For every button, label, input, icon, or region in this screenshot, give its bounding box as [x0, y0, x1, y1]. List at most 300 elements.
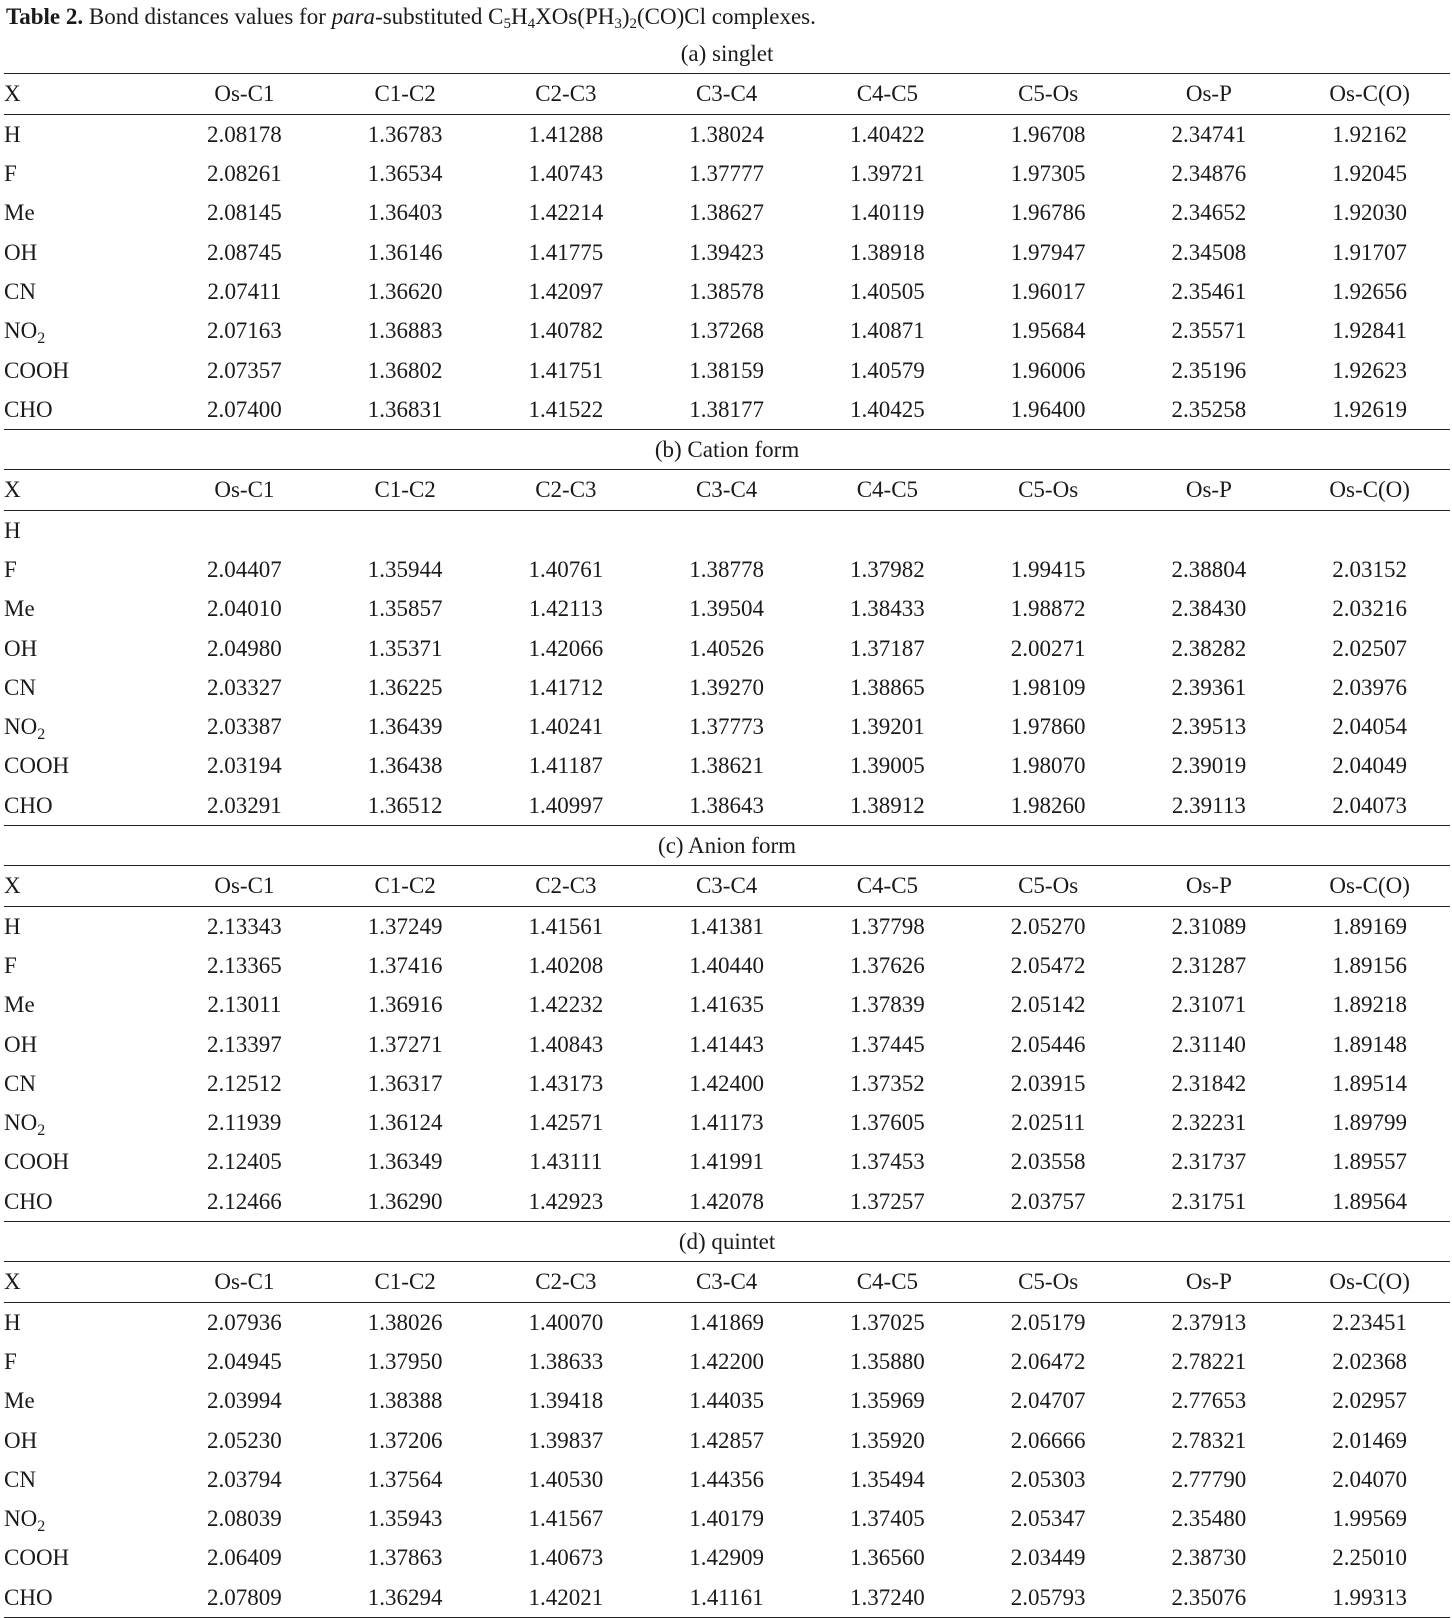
substituent-label: OH	[4, 635, 38, 661]
bond-value-cell: 2.77790	[1171, 1466, 1247, 1492]
bond-value-cell: 1.37626	[850, 952, 925, 978]
substituent-label: H	[4, 121, 21, 147]
caption-italic: para	[331, 4, 376, 29]
bond-value-cell: 2.23451	[1332, 1309, 1408, 1335]
bond-value-cell: 1.36560	[850, 1545, 925, 1571]
bond-value-cell: 2.38282	[1171, 635, 1247, 661]
caption-label: Table 2.	[6, 4, 84, 29]
substituent-cell	[4, 1182, 164, 1222]
bond-value-cell: 1.89514	[1332, 1070, 1408, 1096]
bond-value-cell: 1.39837	[528, 1427, 604, 1453]
table-row	[4, 589, 1450, 628]
bond-value-cell: 2.07357	[207, 357, 282, 383]
bond-value-cell: 1.36831	[325, 390, 486, 430]
bond-value-cell: 1.35944	[367, 557, 443, 582]
bond-value-cell: 2.05230	[207, 1427, 282, 1453]
bond-value-cell: 2.13343	[207, 913, 282, 939]
bond-value-cell: 2.35461	[1171, 278, 1247, 304]
bond-value-cell: 1.40505	[850, 278, 925, 304]
bond-value-cell: 1.43111	[529, 1149, 603, 1175]
bond-value-cell: 1.38159	[689, 357, 764, 383]
bond-value-cell: 1.38627	[689, 200, 764, 226]
substituent-cell	[4, 311, 164, 350]
bond-value-cell: 2.00271	[1010, 635, 1086, 661]
column-header: C4-C5	[807, 1262, 968, 1302]
bond-value-cell: 1.89169	[1332, 913, 1408, 939]
substituent-cell	[4, 1499, 164, 1538]
caption-text-after: -substituted C	[375, 4, 504, 29]
caption-sub: 4	[527, 16, 536, 32]
table-row	[4, 668, 1450, 707]
bond-value-cell: 1.44356	[689, 1466, 764, 1492]
substituent-cell	[4, 232, 164, 271]
bond-value-cell: 1.37240	[807, 1578, 968, 1618]
bond-value-cell: 1.97305	[1010, 161, 1086, 187]
column-header: Os-P	[1129, 470, 1290, 510]
bond-value-cell: 2.12405	[207, 1149, 282, 1175]
bond-value-cell: 1.41751	[528, 357, 604, 383]
bond-value-cell: 2.02368	[1332, 1348, 1408, 1374]
bond-value-cell: 1.38865	[850, 674, 925, 700]
caption-formula: )	[621, 4, 630, 29]
substituent-cell	[4, 390, 164, 430]
bond-value-cell: 2.34508	[1171, 239, 1247, 265]
bond-value-cell: 2.78321	[1171, 1427, 1247, 1453]
column-header: C5-Os	[968, 74, 1129, 114]
bond-value-cell: 2.31737	[1171, 1149, 1247, 1175]
bond-value-cell: 2.05793	[968, 1578, 1129, 1618]
bond-value-cell: 1.36534	[367, 161, 443, 187]
substituent-subscript: 2	[37, 726, 46, 744]
substituent-label: CN	[4, 674, 36, 700]
substituent-label: COOH	[4, 1545, 70, 1571]
bond-value-cell: 2.12512	[207, 1070, 282, 1096]
column-header: C3-C4	[646, 74, 807, 114]
bond-value-cell: 2.04980	[207, 635, 282, 661]
substituent-cell	[4, 1142, 164, 1181]
bond-value-cell	[164, 510, 325, 550]
bond-value-cell: 1.40673	[528, 1545, 604, 1571]
bond-value-cell: 1.37982	[850, 557, 925, 582]
column-header: C2-C3	[486, 1262, 647, 1302]
bond-value-cell: 1.38578	[689, 278, 764, 304]
bond-value-cell: 1.36783	[367, 121, 443, 147]
table-row	[4, 311, 1450, 350]
bond-value-cell: 1.98260	[968, 786, 1129, 826]
bond-value-cell: 1.89218	[1332, 992, 1408, 1018]
bond-value-cell: 1.37950	[367, 1348, 443, 1374]
substituent-cell	[4, 946, 164, 985]
column-header: C1-C2	[325, 470, 486, 510]
bond-value-cell: 1.39270	[689, 674, 764, 700]
bond-value-cell: 2.06666	[1010, 1427, 1086, 1453]
column-header: C4-C5	[807, 74, 968, 114]
bond-value-cell: 1.99569	[1332, 1506, 1408, 1532]
substituent-cell	[4, 1064, 164, 1103]
bond-value-cell: 1.41991	[689, 1149, 764, 1175]
table-row	[4, 946, 1450, 985]
bond-value-cell: 2.34741	[1171, 121, 1247, 147]
column-header: C2-C3	[486, 470, 647, 510]
section-title: (d) quintet	[678, 1229, 776, 1255]
bond-value-cell: 1.37405	[850, 1506, 925, 1532]
bond-value-cell: 1.38621	[689, 753, 764, 779]
bond-value-cell: 1.40743	[528, 161, 604, 187]
bond-value-cell: 2.39019	[1171, 753, 1247, 779]
bond-value-cell: 1.92030	[1332, 200, 1408, 226]
bond-value-cell: 2.06409	[207, 1545, 282, 1571]
bond-value-cell: 2.03194	[207, 753, 282, 779]
bond-value-cell: 1.36620	[367, 278, 443, 304]
substituent-label: CN	[4, 278, 36, 304]
substituent-cell	[4, 628, 164, 667]
substituent-cell	[4, 985, 164, 1024]
bond-value-cell: 1.96017	[1010, 278, 1086, 304]
section-title-row	[4, 34, 1450, 74]
bond-value-cell: 1.35880	[850, 1348, 925, 1374]
bond-value-cell: 1.41775	[528, 239, 604, 265]
table-row	[4, 350, 1450, 389]
substituent-subscript: 2	[37, 1122, 46, 1140]
bond-value-cell: 1.42113	[528, 596, 603, 622]
column-header: Os-P	[1129, 1262, 1290, 1302]
bond-value-cell: 1.92162	[1332, 121, 1408, 147]
column-header-row	[4, 1262, 1450, 1302]
substituent-cell	[4, 1381, 164, 1420]
substituent-label: COOH	[4, 753, 70, 779]
bond-value-cell: 2.13011	[207, 992, 282, 1018]
column-header: C3-C4	[646, 1262, 807, 1302]
caption-sub: 2	[629, 16, 638, 32]
bond-value-cell: 1.40782	[528, 318, 604, 344]
bond-value-cell: 1.89564	[1289, 1182, 1450, 1222]
substituent-cell	[4, 114, 164, 154]
bond-value-cell: 2.04407	[207, 557, 282, 582]
column-header: X	[4, 1262, 164, 1302]
bond-value-cell: 2.07809	[164, 1578, 325, 1618]
bond-value-cell: 2.03994	[207, 1388, 282, 1414]
bond-value-cell: 1.36294	[325, 1578, 486, 1618]
bond-value-cell: 1.95684	[1010, 318, 1086, 344]
bond-value-cell: 1.42214	[528, 200, 604, 226]
bond-value-cell: 2.08261	[207, 161, 282, 187]
bond-value-cell	[807, 510, 968, 550]
bond-value-cell: 1.38918	[850, 239, 925, 265]
bond-value-cell: 2.38430	[1171, 596, 1247, 622]
bond-value-cell: 1.40179	[689, 1506, 764, 1532]
bond-value-cell: 1.35920	[850, 1427, 925, 1453]
table-row	[4, 1499, 1450, 1538]
bond-value-cell: 2.02511	[1011, 1110, 1086, 1136]
column-header: X	[4, 866, 164, 906]
table-row	[4, 1024, 1450, 1063]
column-header: X	[4, 74, 164, 114]
bond-value-cell: 1.42400	[689, 1070, 764, 1096]
bond-value-cell: 1.98872	[1010, 596, 1086, 622]
bond-value-cell: 1.35969	[850, 1388, 925, 1414]
substituent-label: NO	[4, 318, 38, 344]
bond-value-cell: 1.42078	[646, 1182, 807, 1222]
bond-value-cell: 1.36317	[367, 1070, 443, 1096]
bond-value-cell: 1.36802	[367, 357, 443, 383]
bond-value-cell: 1.38026	[367, 1309, 443, 1335]
bond-value-cell: 1.37249	[367, 913, 443, 939]
table-row	[4, 1342, 1450, 1381]
bond-value-cell: 1.92623	[1332, 357, 1408, 383]
bond-value-cell: 1.37453	[850, 1149, 925, 1175]
bond-value-cell: 1.41173	[689, 1110, 764, 1136]
bond-value-cell: 1.40241	[528, 714, 604, 740]
table-row	[4, 510, 1450, 550]
table-row	[4, 1538, 1450, 1577]
substituent-cell	[4, 746, 164, 785]
bond-value-cell: 1.37416	[367, 952, 443, 978]
bond-value-cell: 2.04945	[207, 1348, 282, 1374]
bond-value-cell: 2.08745	[207, 239, 282, 265]
bond-value-cell: 1.96006	[1010, 357, 1086, 383]
substituent-label: OH	[4, 239, 38, 265]
bond-value-cell: 1.38643	[646, 786, 807, 826]
bond-value-cell: 2.38730	[1171, 1545, 1247, 1571]
bond-value-cell: 2.39513	[1171, 714, 1247, 740]
bond-value-cell: 1.99415	[1010, 557, 1086, 582]
substituent-cell	[4, 1538, 164, 1577]
substituent-label: H	[4, 517, 21, 543]
bond-value-cell: 2.13365	[207, 952, 282, 978]
bond-value-cell: 1.40070	[528, 1309, 604, 1335]
bond-value-cell: 2.03976	[1332, 674, 1408, 700]
bond-value-cell: 2.05270	[1010, 913, 1086, 939]
bond-value-cell: 2.08039	[207, 1506, 282, 1532]
bond-value-cell: 2.03558	[1010, 1149, 1086, 1175]
bond-value-cell: 1.37564	[367, 1466, 443, 1492]
section-title: (c) Anion form	[658, 833, 797, 859]
substituent-label: Me	[4, 1388, 35, 1414]
substituent-label: F	[4, 161, 17, 187]
bond-value-cell: 2.35258	[1129, 390, 1290, 430]
column-header: C1-C2	[325, 74, 486, 114]
substituent-label: F	[4, 1348, 17, 1374]
substituent-subscript: 2	[37, 1518, 46, 1536]
bond-value-cell: 1.97860	[1010, 714, 1086, 740]
bond-value-cell: 1.42232	[528, 992, 604, 1018]
caption-sub: 3	[614, 16, 622, 32]
bond-value-cell: 2.32231	[1171, 1110, 1247, 1136]
bond-value-cell: 2.78221	[1171, 1348, 1247, 1374]
column-header: C5-Os	[968, 866, 1129, 906]
bond-value-cell: 1.41561	[528, 913, 604, 939]
bond-value-cell: 1.92656	[1332, 278, 1408, 304]
substituent-cell	[4, 272, 164, 311]
bond-value-cell: 1.98109	[1010, 674, 1086, 700]
bond-value-cell	[968, 510, 1129, 550]
bond-value-cell: 1.37863	[367, 1545, 443, 1571]
table-row	[4, 786, 1450, 826]
bond-value-cell: 1.37445	[850, 1031, 925, 1057]
bond-value-cell: 2.35196	[1171, 357, 1247, 383]
table-row	[4, 193, 1450, 232]
caption-text-before: Bond distances values for	[88, 4, 326, 29]
column-header: C1-C2	[325, 1262, 486, 1302]
bond-value-cell: 1.41288	[528, 121, 604, 147]
bond-value-cell: 1.39423	[689, 239, 764, 265]
substituent-label: OH	[4, 1427, 38, 1453]
bond-value-cell: 2.38804	[1171, 557, 1247, 582]
bond-value-cell: 1.41443	[689, 1031, 764, 1057]
bond-value-cell: 1.42909	[689, 1545, 764, 1571]
bond-value-cell: 1.37271	[367, 1031, 443, 1057]
bond-value-cell: 1.40843	[528, 1031, 604, 1057]
bond-value-cell: 1.41869	[689, 1309, 764, 1335]
bond-value-cell: 1.41635	[689, 992, 764, 1018]
bond-value-cell: 2.31071	[1171, 992, 1247, 1018]
substituent-label: CN	[4, 1466, 36, 1492]
substituent-label: Me	[4, 596, 35, 622]
bond-value-cell: 2.03152	[1332, 557, 1408, 582]
table-row	[4, 1381, 1450, 1420]
bond-value-cell: 1.37025	[850, 1309, 925, 1335]
bond-value-cell: 1.38177	[646, 390, 807, 430]
table-row	[4, 550, 1450, 589]
table-row	[4, 272, 1450, 311]
bond-value-cell: 1.39504	[689, 596, 764, 622]
substituent-cell	[4, 786, 164, 826]
bond-value-cell: 1.40119	[850, 200, 925, 226]
bond-value-cell	[646, 510, 807, 550]
bond-value-cell: 2.03794	[207, 1466, 282, 1492]
bond-value-cell: 1.92841	[1332, 318, 1408, 344]
bond-value-cell: 1.40422	[850, 121, 925, 147]
caption-sub: 5	[503, 16, 511, 32]
bond-value-cell: 1.37206	[367, 1427, 443, 1453]
substituent-cell	[4, 1302, 164, 1342]
substituent-label: COOH	[4, 357, 70, 383]
table-row	[4, 114, 1450, 154]
bond-value-cell: 2.08145	[207, 200, 282, 226]
substituent-label: H	[4, 1309, 21, 1335]
substituent-label: F	[4, 557, 17, 582]
bond-value-cell: 1.97947	[1010, 239, 1086, 265]
bond-value-cell: 2.77653	[1171, 1388, 1247, 1414]
bond-value-cell: 2.34876	[1171, 161, 1247, 187]
column-header: Os-C1	[164, 74, 325, 114]
bond-value-cell: 1.42571	[528, 1110, 604, 1136]
substituent-cell	[4, 350, 164, 389]
bond-value-cell: 2.03757	[968, 1182, 1129, 1222]
bond-value-cell: 2.37913	[1171, 1309, 1247, 1335]
bond-value-cell: 2.31287	[1171, 952, 1247, 978]
bond-value-cell: 2.05347	[1010, 1506, 1086, 1532]
column-header: Os-P	[1129, 74, 1290, 114]
substituent-cell	[4, 154, 164, 193]
table-row	[4, 707, 1450, 746]
table-row	[4, 628, 1450, 667]
bond-value-cell: 1.40526	[689, 635, 764, 661]
bond-value-cell: 1.42923	[486, 1182, 647, 1222]
bond-value-cell: 2.39113	[1129, 786, 1290, 826]
bond-value-cell: 2.04010	[207, 596, 282, 622]
bond-value-cell: 2.03291	[164, 786, 325, 826]
bond-value-cell: 2.04070	[1332, 1466, 1408, 1492]
bond-value-cell: 1.36438	[367, 753, 443, 779]
bond-value-cell: 1.37257	[807, 1182, 968, 1222]
bond-value-cell: 1.40761	[528, 557, 604, 582]
bond-value-cell: 2.03449	[1010, 1545, 1086, 1571]
bond-value-cell: 2.35076	[1129, 1578, 1290, 1618]
column-header: C2-C3	[486, 74, 647, 114]
bond-value-cell: 2.05472	[1010, 952, 1086, 978]
bond-value-cell: 1.36349	[367, 1149, 443, 1175]
column-header-row	[4, 74, 1450, 114]
column-header-row	[4, 470, 1450, 510]
substituent-cell	[4, 1342, 164, 1381]
column-header: Os-C1	[164, 470, 325, 510]
substituent-cell	[4, 589, 164, 628]
section-title-row	[4, 1221, 1450, 1261]
bond-value-cell: 1.38024	[689, 121, 764, 147]
substituent-label: Me	[4, 200, 35, 226]
bond-value-cell: 1.40425	[807, 390, 968, 430]
substituent-label: CHO	[4, 396, 53, 422]
column-header: C5-Os	[968, 470, 1129, 510]
bond-value-cell: 1.40579	[850, 357, 925, 383]
table-row	[4, 1142, 1450, 1181]
bond-value-cell: 1.37352	[850, 1070, 925, 1096]
column-header: Os-P	[1129, 866, 1290, 906]
bond-value-cell: 1.96708	[1010, 121, 1086, 147]
bond-value-cell: 1.89156	[1332, 952, 1408, 978]
bond-value-cell: 2.02957	[1332, 1388, 1408, 1414]
table-row	[4, 1103, 1450, 1142]
substituent-cell	[4, 1024, 164, 1063]
bond-value-cell: 1.96786	[1010, 200, 1086, 226]
bond-value-cell: 1.44035	[689, 1388, 764, 1414]
table-row	[4, 1064, 1450, 1103]
substituent-cell	[4, 906, 164, 946]
bond-value-cell: 2.35571	[1171, 318, 1247, 344]
substituent-label: CHO	[4, 792, 53, 818]
table-body	[4, 34, 1450, 1617]
bond-value-cell: 2.12466	[164, 1182, 325, 1222]
bond-value-cell: 2.06472	[1010, 1348, 1086, 1374]
bond-value-cell: 1.38912	[807, 786, 968, 826]
bond-value-cell: 2.04049	[1332, 753, 1408, 779]
bond-value-cell: 2.31140	[1171, 1031, 1246, 1057]
bond-value-cell: 1.37798	[850, 913, 925, 939]
caption-formula: (CO)Cl complexes.	[637, 4, 816, 29]
bond-value-cell: 2.03327	[207, 674, 282, 700]
bond-value-cell: 1.40997	[486, 786, 647, 826]
bond-value-cell: 1.40440	[689, 952, 764, 978]
bond-value-cell: 2.31842	[1171, 1070, 1247, 1096]
substituent-cell	[4, 707, 164, 746]
substituent-label: OH	[4, 1031, 38, 1057]
bond-value-cell: 1.42021	[486, 1578, 647, 1618]
bond-value-cell: 2.07400	[164, 390, 325, 430]
table-row	[4, 390, 1450, 430]
column-header: Os-C(O)	[1289, 866, 1450, 906]
bond-value-cell: 1.42200	[689, 1348, 764, 1374]
bond-value-cell: 1.35494	[850, 1466, 925, 1492]
column-header: Os-C(O)	[1289, 470, 1450, 510]
bond-value-cell: 2.07411	[207, 278, 282, 304]
bond-value-cell: 1.96400	[968, 390, 1129, 430]
column-header: C4-C5	[807, 866, 968, 906]
bond-value-cell: 1.36403	[367, 200, 443, 226]
bond-value-cell: 2.01469	[1332, 1427, 1408, 1453]
substituent-cell	[4, 1578, 164, 1618]
bond-value-cell: 1.89557	[1332, 1149, 1408, 1175]
